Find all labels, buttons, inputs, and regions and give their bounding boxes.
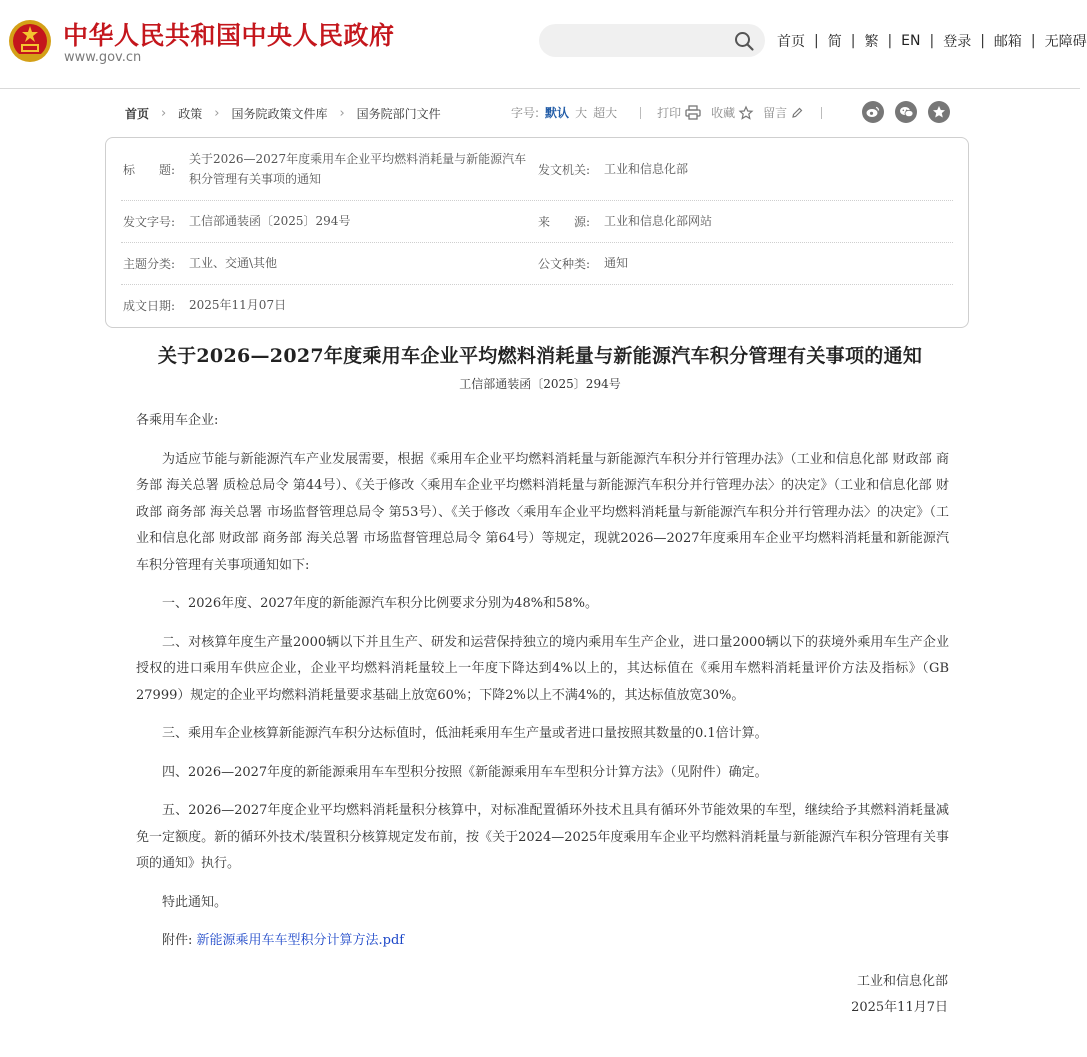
breadcrumb-home[interactable]: 首页	[125, 107, 150, 121]
info-docno-cell	[123, 200, 350, 242]
info-source-key: 来 源:	[538, 214, 591, 229]
font-size-label: 字号:	[511, 106, 540, 120]
info-row	[121, 284, 953, 326]
search-icon[interactable]	[733, 30, 755, 52]
favorite-label: 收藏	[711, 106, 736, 120]
article-paragraph: 特此通知。	[162, 894, 228, 910]
font-size-default[interactable]: 默认	[545, 106, 570, 120]
info-row	[121, 200, 953, 243]
article-paragraph: 四、2026—2027年度的新能源乘用车车型积分按照《新能源乘用车车型积分计算方法》（见附件）确定。	[162, 764, 768, 780]
chevron-right-icon: ›	[161, 106, 167, 121]
article-paragraph: 二、对核算年度生产量2000辆以下并且生产、研发和运营保持独立的境内乘用车生产企业，进口量2000辆以下的获境外乘用车生产企业授权的进口乘用车供应企业，企业平均燃料消耗量较上一年度下降达到4%以上的，其达标值在《乘用车燃料消耗量评价方法及指标》（GB 27999）规定的企业平均燃料消耗量要求基础上放宽60%；下降2%以上不满4%的，其达标值放宽30%。	[136, 634, 949, 703]
info-row	[121, 138, 953, 201]
info-issuer-value: 工业和信息化部	[604, 162, 689, 176]
attachment-label: 附件:	[162, 933, 193, 948]
comment-label: 留言	[763, 106, 788, 120]
link-traditional[interactable]: 繁	[864, 34, 879, 50]
info-docno-value: 工信部通装函〔2025〕294号	[189, 214, 351, 228]
share-icons	[862, 101, 961, 123]
link-accessibility[interactable]: 无障碍	[1044, 34, 1087, 50]
article-doc-number: 工信部通装函〔2025〕294号	[459, 377, 621, 391]
article-paragraph: 一、2026年度、2027年度的新能源汽车积分比例要求分别为48%和58%。	[162, 596, 598, 611]
font-size-large[interactable]: 大	[575, 106, 588, 120]
pencil-icon	[791, 107, 803, 119]
national-emblem-icon[interactable]	[8, 17, 52, 65]
info-topic-cell	[123, 242, 277, 284]
link-simplified[interactable]: 简	[827, 34, 842, 50]
info-title-key: 标 题:	[123, 162, 176, 177]
search-box	[539, 24, 765, 57]
info-doctype-cell	[538, 242, 628, 284]
article-paragraph: 三、乘用车企业核算新能源汽车积分达标值时，低油耗乘用车生产量或者进口量按照其数量的0.1倍计算。	[162, 726, 768, 741]
site-url: www.gov.cn	[64, 50, 142, 65]
article-title: 关于2026—2027年度乘用车企业平均燃料消耗量与新能源汽车积分管理有关事项的通知	[157, 345, 923, 367]
print-label: 打印	[657, 106, 682, 120]
signature-org: 工业和信息化部	[856, 974, 948, 989]
nav-row	[0, 100, 1080, 126]
link-home[interactable]: 首页	[777, 34, 805, 50]
breadcrumb-policy[interactable]: 政策	[178, 107, 203, 121]
info-topic-value: 工业、交通\其他	[189, 256, 278, 270]
info-docno-key: 发文字号:	[123, 214, 176, 229]
attachment-link[interactable]: 新能源乘用车车型积分计算方法.pdf	[196, 933, 405, 948]
favorite-star-icon[interactable]	[928, 101, 950, 123]
document-info-box	[105, 137, 969, 328]
print-button[interactable]	[657, 104, 701, 121]
article-tools	[511, 104, 822, 121]
divider: |	[850, 33, 856, 49]
divider	[821, 107, 822, 119]
article-paragraph: 为适应节能与新能源汽车产业发展需要，根据《乘用车企业平均燃料消耗量与新能源汽车积分并行管理办法》（工业和信息化部 财政部 商务部 海关总署 质检总局令 第44号）、《关于修改〈乘用车企业平均燃料消耗量与新能源汽车积分并行管理办法〉的决定》（工业和信息化部 财政部 商务部 海关总署 市场监督管理总局令 第53号）、《关于修改〈乘用车企业平均燃料消耗量与新能源汽车积分并行管理办法〉的决定》（工业和信息化部 财政部 商务部 海关总署 市场监督管理总局令 第64号）等规定，现就2026—2027年度乘用车企业平均燃料消耗量和新能源汽车积分管理有关事项通知如下:	[136, 451, 949, 573]
site-title[interactable]: 中华人民共和国中央人民政府	[63, 21, 395, 50]
info-doctype-key: 公文种类:	[538, 256, 591, 271]
favorite-button[interactable]	[711, 104, 753, 121]
site-header	[0, 0, 1087, 89]
wechat-icon[interactable]	[895, 101, 917, 123]
article-salutation: 各乘用车企业:	[136, 413, 219, 428]
info-issuer-cell	[538, 138, 688, 200]
article-body	[136, 408, 949, 967]
signature-date: 2025年11月7日	[851, 1000, 948, 1015]
top-links	[777, 31, 1087, 51]
divider: |	[980, 33, 985, 49]
info-doctype-value: 通知	[604, 256, 629, 270]
info-topic-key: 主题分类:	[123, 256, 176, 271]
chevron-right-icon: ›	[214, 106, 220, 121]
divider: |	[1030, 33, 1036, 49]
breadcrumb-policy-library[interactable]: 国务院政策文件库	[231, 107, 328, 121]
info-issuer-key: 发文机关:	[538, 162, 591, 177]
chevron-right-icon: ›	[339, 106, 345, 121]
info-row	[121, 242, 953, 285]
star-outline-icon	[739, 106, 753, 120]
article-paragraph: 五、2026—2027年度企业平均燃料消耗量积分核算中，对标准配置循环外技术且具有循环外节能效果的车型，继续给予其燃料消耗量减免一定额度。新的循环外技术/装置积分核算规定发布前，按《关于2024—2025年度乘用车企业平均燃料消耗量与新能源汽车积分管理有关事项的通知》执行。	[136, 803, 949, 871]
divider: |	[814, 33, 819, 49]
divider	[640, 107, 641, 119]
link-mailbox[interactable]: 邮箱	[993, 34, 1022, 50]
info-source-cell	[538, 200, 712, 242]
printer-icon	[685, 105, 701, 120]
breadcrumb-dept-docs[interactable]: 国务院部门文件	[356, 107, 441, 121]
info-date-key: 成文日期:	[123, 298, 176, 313]
info-date-value: 2025年11月07日	[189, 298, 287, 312]
divider: |	[929, 33, 935, 49]
link-english[interactable]: EN	[901, 33, 921, 49]
info-source-value: 工业和信息化部网站	[604, 214, 713, 228]
comment-button[interactable]	[763, 104, 803, 121]
search-input[interactable]	[553, 30, 727, 52]
info-title-cell	[123, 138, 533, 200]
info-title-value: 关于2026—2027年度乘用车企业平均燃料消耗量与新能源汽车积分管理有关事项的通知	[189, 152, 527, 186]
link-login[interactable]: 登录	[943, 34, 972, 50]
info-date-cell	[123, 284, 286, 326]
font-size-xlarge[interactable]: 超大	[593, 106, 618, 120]
attachment-line	[136, 928, 949, 955]
breadcrumb	[125, 105, 441, 122]
divider: |	[887, 33, 893, 49]
weibo-icon[interactable]	[862, 101, 884, 123]
